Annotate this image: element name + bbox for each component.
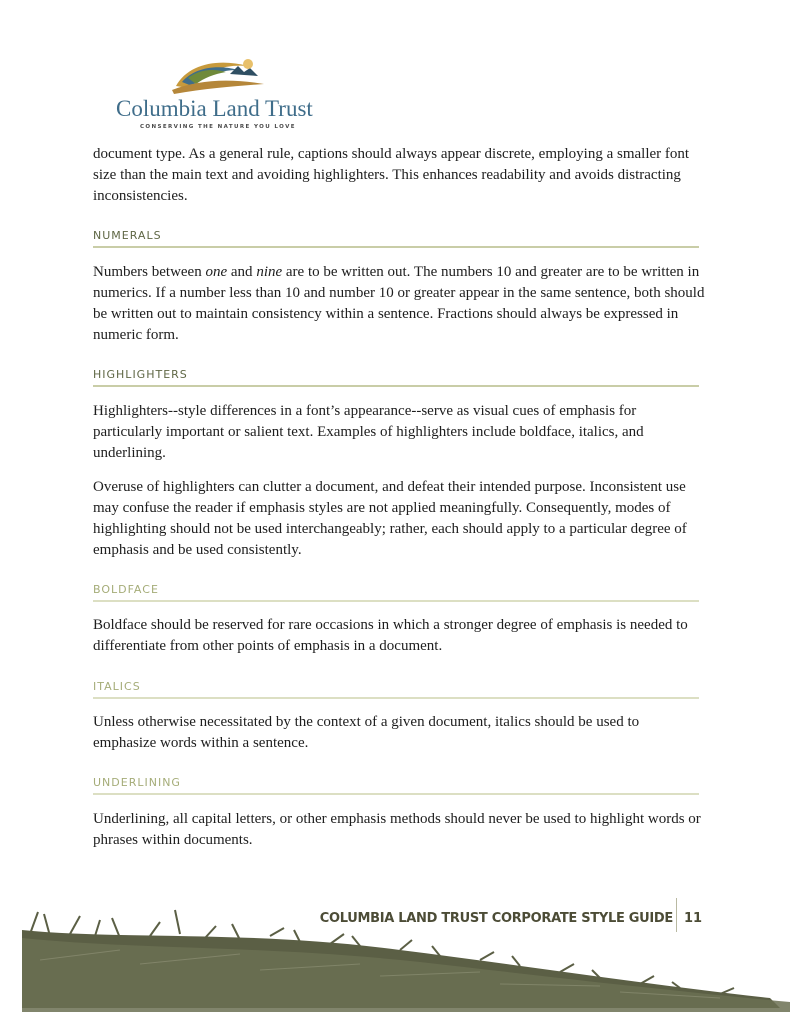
- columbia-land-trust-logo: [116, 56, 316, 136]
- highlighters-paragraph-2: Overuse of highlighters can clutter a document, and defeat their intended purpose. Inconsistent use may confuse the reader if emphasis styles are not applied meaningfully. Consequently, modes of highlighting should not be used interchangeably; rather, each should apply to a particular degree of emphasis and be used consistently.: [93, 479, 687, 558]
- footer-title: COLUMBIA LAND TRUST CORPORATE STYLE GUIDE: [319, 911, 673, 926]
- emphasis-one: one: [205, 264, 228, 280]
- section-heading-italics: ITALICS: [93, 680, 699, 699]
- section-heading-highlighters: HIGHLIGHTERS: [93, 368, 699, 387]
- section-heading-underlining: UNDERLINING: [93, 776, 699, 795]
- logo-tagline: CONSERVING THE NATURE YOU LOVE: [140, 124, 296, 130]
- underlining-paragraph: Underlining, all capital letters, or other emphasis methods should never be used to highlight words or phrases within documents.: [93, 811, 701, 848]
- footer-divider: [676, 898, 677, 932]
- page-number: 11: [684, 911, 703, 926]
- boldface-paragraph: Boldface should be reserved for rare occasions in which a stronger degree of emphasis is needed to differentiate from other points of emphasis in a document.: [93, 617, 688, 654]
- emphasis-nine: nine: [256, 264, 283, 280]
- landscape-logo-icon: [168, 56, 268, 96]
- intro-paragraph: document type. As a general rule, captions should always appear discrete, employing a smaller font size than the main text and avoiding highlighters. This enhances readability and avoids distracting inconsistencies.: [93, 146, 690, 204]
- logo-name: Columbia Land Trust: [116, 96, 313, 121]
- italics-paragraph: Unless otherwise necessitated by the context of a given document, italics should be used to emphasize words within a sentence.: [93, 714, 640, 751]
- highlighters-paragraph-1: Highlighters--style differences in a font’s appearance--serve as visual cues of emphasis for particularly important or salient text. Examples of highlighters include boldface, italics, and underlining.: [93, 403, 644, 461]
- section-heading-boldface: BOLDFACE: [93, 583, 699, 602]
- numerals-paragraph: Numbers between one and nine are to be written out. The numbers 10 and greater are to be written in numerics. If a number less than 10 and number 10 or greater appear in the same sentence, both should be written out to maintain consistency within a sentence. Fractions should always be expressed in numeric form.: [93, 264, 705, 343]
- section-heading-numerals: NUMERALS: [93, 229, 699, 248]
